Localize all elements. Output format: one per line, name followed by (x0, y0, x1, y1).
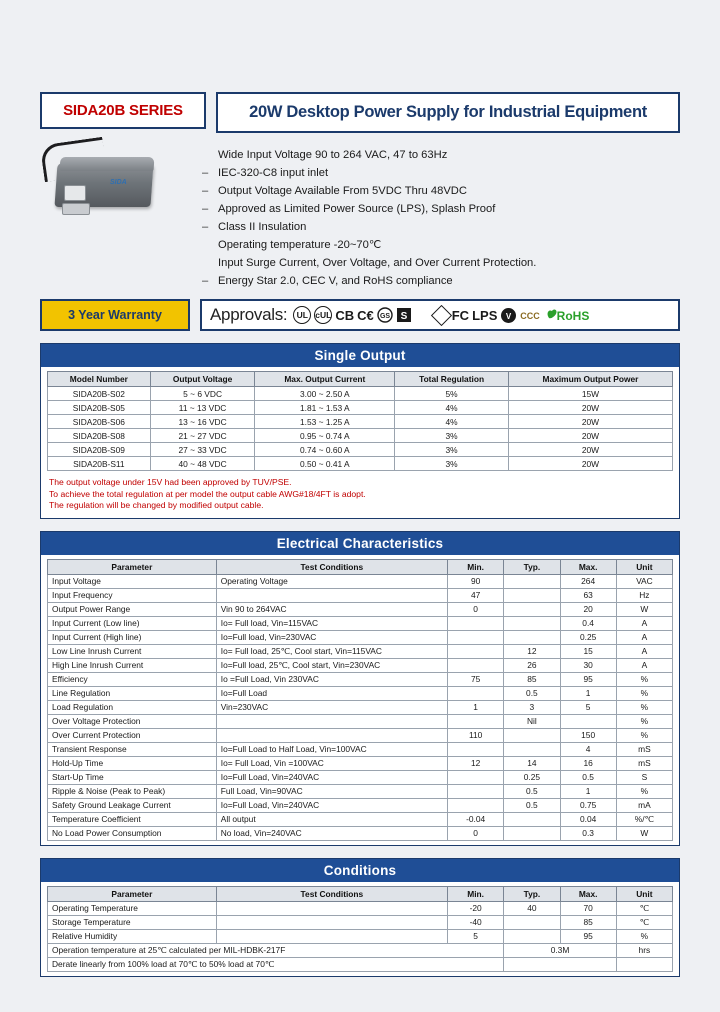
col-total-regulation: Total Regulation (395, 372, 509, 387)
svg-text:RoHS: RoHS (557, 309, 590, 323)
cell: 0.5 (504, 784, 560, 798)
cell: 95 (560, 672, 616, 686)
s-mark-icon (396, 307, 412, 323)
cell: Line Regulation (48, 686, 217, 700)
feature-dash: – (202, 203, 209, 215)
col-parameter: Parameter (48, 886, 217, 901)
feature-dash (202, 237, 218, 254)
feature-item (202, 273, 680, 290)
cell: -40 (448, 915, 504, 929)
table-row (48, 901, 673, 915)
table-row (48, 943, 673, 957)
col-typ: Typ. (504, 559, 560, 574)
cell: Io=Full load, 25℃, Cool start, Vin=230VAC (216, 658, 447, 672)
cell: Efficiency (48, 672, 217, 686)
cell: 0.25 (560, 630, 616, 644)
adapter-inlet-graphic (62, 203, 90, 215)
cell: VAC (616, 574, 672, 588)
cell: 0.74 ~ 0.60 A (255, 443, 395, 457)
cell: Vin 90 to 264VAC (216, 602, 447, 616)
col-max-output-power: Maximum Output Power (508, 372, 672, 387)
cell (504, 812, 560, 826)
cell: W (616, 602, 672, 616)
vde-mark-icon (500, 307, 517, 324)
table-row (48, 686, 673, 700)
cell (216, 588, 447, 602)
approval-marks (293, 306, 595, 324)
feature-text: Operating temperature -20~70℃ (218, 239, 382, 251)
cell (448, 658, 504, 672)
cell: Hz (616, 588, 672, 602)
feature-text: IEC-320-C8 input inlet (218, 167, 329, 179)
cell: Vin=230VAC (216, 700, 447, 714)
feature-text: Input Surge Current, Over Voltage, and Over Current Protection. (218, 257, 537, 269)
cell: 5 (560, 700, 616, 714)
col-parameter: Parameter (48, 559, 217, 574)
cell: 14 (504, 756, 560, 770)
cell (504, 588, 560, 602)
table-row (48, 742, 673, 756)
cell: 20W (508, 443, 672, 457)
cell: Input Frequency (48, 588, 217, 602)
title-box (216, 92, 680, 133)
table-row (48, 812, 673, 826)
table-row (48, 798, 673, 812)
cell (504, 630, 560, 644)
col-min: Min. (448, 559, 504, 574)
cell: 20 (560, 602, 616, 616)
col-max: Max. (560, 559, 616, 574)
cell: Low Line Inrush Current (48, 644, 217, 658)
gs-mark-icon (377, 307, 393, 323)
cell: Io=Full Load, Vin=240VAC (216, 770, 447, 784)
adapter-port-graphic (64, 185, 86, 201)
safety-triangle-icon (415, 308, 431, 322)
table-row (48, 728, 673, 742)
cell: No load, Vin=240VAC (216, 826, 447, 840)
svg-text:CCC: CCC (520, 311, 541, 321)
cell: Input Current (High line) (48, 630, 217, 644)
cell: Io=Full Load, Vin=240VAC (216, 798, 447, 812)
cell: SIDA20B-S02 (48, 387, 151, 401)
cell (448, 616, 504, 630)
table-header-row (48, 886, 673, 901)
feature-text: Wide Input Voltage 90 to 264 VAC, 47 to 63Hz (218, 149, 448, 161)
cell: Storage Temperature (48, 915, 217, 929)
cell: % (616, 728, 672, 742)
cell: 1.53 ~ 1.25 A (255, 415, 395, 429)
table-row (48, 616, 673, 630)
cell: 0.04 (560, 812, 616, 826)
cell: 90 (448, 574, 504, 588)
cell: SIDA20B-S05 (48, 401, 151, 415)
table-row (48, 574, 673, 588)
feature-item (202, 183, 680, 200)
ce-mark-icon: C€ (357, 307, 374, 323)
svg-text:S: S (400, 311, 408, 322)
cell: Relative Humidity (48, 929, 217, 943)
table-row (48, 602, 673, 616)
cell: SIDA20B-S11 (48, 457, 151, 471)
cell: -0.04 (448, 812, 504, 826)
conditions-block (40, 858, 680, 977)
feature-dash: – (202, 221, 209, 233)
cell: 5 (448, 929, 504, 943)
cell (504, 616, 560, 630)
cell: mS (616, 756, 672, 770)
note: To achieve the total regulation at per model the output cable AWG#18/4FT is adopt. (49, 488, 366, 499)
cell: Over Current Protection (48, 728, 217, 742)
feature-item (202, 237, 680, 254)
cell: % (616, 929, 672, 943)
cell: A (616, 644, 672, 658)
ccc-mark-icon (520, 308, 540, 322)
cell: Ripple & Noise (Peak to Peak) (48, 784, 217, 798)
cell (504, 915, 560, 929)
cell: 3% (395, 457, 509, 471)
table-row (48, 644, 673, 658)
cell: Io =Full Load, Vin 230VAC (216, 672, 447, 686)
cell (216, 915, 447, 929)
approvals-label: Approvals: (210, 305, 288, 324)
rohs-mark-icon (543, 306, 595, 324)
cell: Operation temperature at 25℃ calculated per MIL-HDBK-217F (48, 943, 504, 957)
adapter-top-graphic (60, 157, 155, 171)
approvals-box (200, 299, 680, 331)
cell: 150 (560, 728, 616, 742)
table-row (48, 630, 673, 644)
col-max: Max. (560, 886, 616, 901)
feature-dash: – (202, 275, 209, 287)
cell: -20 (448, 901, 504, 915)
cell (448, 770, 504, 784)
diamond-mark-icon (431, 304, 452, 325)
cell: % (616, 686, 672, 700)
cell: Transient Response (48, 742, 217, 756)
cell (616, 957, 672, 971)
cell (448, 742, 504, 756)
ul-mark-icon: UL (293, 306, 311, 324)
feature-dash (202, 147, 218, 164)
cell: 12 (448, 756, 504, 770)
cell: 3% (395, 429, 509, 443)
feature-text: Output Voltage Available From 5VDC Thru 48VDC (218, 185, 467, 197)
table-row (48, 784, 673, 798)
table-row (48, 658, 673, 672)
cell: ℃ (616, 901, 672, 915)
cell: 40 ~ 48 VDC (150, 457, 255, 471)
cell: Safety Ground Leakage Current (48, 798, 217, 812)
cell: 47 (448, 588, 504, 602)
cell: Input Current (Low line) (48, 616, 217, 630)
cell: 4% (395, 415, 509, 429)
table-row (48, 756, 673, 770)
product-image (40, 141, 202, 291)
cell: 0.95 ~ 0.74 A (255, 429, 395, 443)
cell: Io=Full Load (216, 686, 447, 700)
cell: 20W (508, 401, 672, 415)
cell (504, 602, 560, 616)
col-output-voltage: Output Voltage (150, 372, 255, 387)
cell: Io= Full load, 25℃, Cool start, Vin=115VAC (216, 644, 447, 658)
cell: A (616, 630, 672, 644)
cell: 20W (508, 457, 672, 471)
table-row (48, 957, 673, 971)
cell: Io= Full Load, Vin =100VAC (216, 756, 447, 770)
table-row (48, 457, 673, 471)
cell (216, 714, 447, 728)
cell: 5% (395, 387, 509, 401)
warranty-approvals-row (40, 299, 680, 331)
cell: 26 (504, 658, 560, 672)
cell: 0.75 (560, 798, 616, 812)
cell: 15W (508, 387, 672, 401)
table-row (48, 443, 673, 457)
cell: 1 (560, 784, 616, 798)
col-unit: Unit (616, 559, 672, 574)
table-row (48, 401, 673, 415)
feature-text: Approved as Limited Power Source (LPS), Splash Proof (218, 203, 496, 215)
cell: Start-Up Time (48, 770, 217, 784)
cell: 70 (560, 901, 616, 915)
col-unit: Unit (616, 886, 672, 901)
table-row (48, 700, 673, 714)
cell (560, 714, 616, 728)
series-box (40, 92, 206, 129)
cell (504, 826, 560, 840)
cell: 63 (560, 588, 616, 602)
feature-item (202, 147, 680, 164)
cell: SIDA20B-S06 (48, 415, 151, 429)
cell: Load Regulation (48, 700, 217, 714)
cell: 3.00 ~ 2.50 A (255, 387, 395, 401)
cell (504, 929, 560, 943)
cell: 27 ~ 33 VDC (150, 443, 255, 457)
table-row (48, 672, 673, 686)
cell: Nil (504, 714, 560, 728)
cell: 16 (560, 756, 616, 770)
cell: 4 (560, 742, 616, 756)
cell (216, 929, 447, 943)
cell: % (616, 672, 672, 686)
single-output-title: Single Output (41, 344, 679, 367)
cell: 0.25 (504, 770, 560, 784)
table-row (48, 826, 673, 840)
feature-item (202, 201, 680, 218)
cell: 30 (560, 658, 616, 672)
svg-text:GS: GS (379, 313, 390, 320)
cell (448, 798, 504, 812)
lps-mark-icon: LPS (472, 307, 498, 323)
cell: 20W (508, 415, 672, 429)
cell: Derate linearly from 100% load at 70℃ to 50% load at 70℃ (48, 957, 504, 971)
feature-text: Energy Star 2.0, CEC V, and RoHS compliance (218, 275, 453, 287)
cell: 0.5 (504, 798, 560, 812)
cell: Over Voltage Protection (48, 714, 217, 728)
cell: mS (616, 742, 672, 756)
cell: hrs (616, 943, 672, 957)
cell (216, 728, 447, 742)
cell: 1.81 ~ 1.53 A (255, 401, 395, 415)
feature-item (202, 165, 680, 182)
cell (448, 630, 504, 644)
cell: Operating Temperature (48, 901, 217, 915)
single-output-table (47, 371, 673, 471)
col-min: Min. (448, 886, 504, 901)
table-row (48, 588, 673, 602)
cell: Io=Full load, Vin=230VAC (216, 630, 447, 644)
cell (448, 714, 504, 728)
table-row (48, 915, 673, 929)
table-header-row (48, 559, 673, 574)
cell: ℃ (616, 915, 672, 929)
col-typ: Typ. (504, 886, 560, 901)
feature-dash: – (202, 167, 209, 179)
cell: 0 (448, 602, 504, 616)
cell: Io=Full Load to Half Load, Vin=100VAC (216, 742, 447, 756)
conditions-table (47, 886, 673, 972)
col-model-number: Model Number (48, 372, 151, 387)
cell (448, 784, 504, 798)
cell: All output (216, 812, 447, 826)
cell: 40 (504, 901, 560, 915)
cell (448, 644, 504, 658)
table-row (48, 429, 673, 443)
cell: 0.5 (504, 686, 560, 700)
series-title: SIDA20B SERIES (63, 102, 183, 119)
electrical-characteristics-block (40, 531, 680, 846)
electrical-title: Electrical Characteristics (41, 532, 679, 555)
cell: A (616, 658, 672, 672)
electrical-table (47, 559, 673, 841)
cell: A (616, 616, 672, 630)
datasheet-sheet (40, 92, 680, 977)
feature-item (202, 255, 680, 272)
cell: 0.3 (560, 826, 616, 840)
cell (504, 957, 617, 971)
cell (448, 686, 504, 700)
cell: Temperature Coefficient (48, 812, 217, 826)
cell: 110 (448, 728, 504, 742)
cell: 85 (560, 915, 616, 929)
cell: SIDA20B-S09 (48, 443, 151, 457)
cell: SIDA20B-S08 (48, 429, 151, 443)
cell: 13 ~ 16 VDC (150, 415, 255, 429)
cell: 5 ~ 6 VDC (150, 387, 255, 401)
cell: Output Power Range (48, 602, 217, 616)
cell: W (616, 826, 672, 840)
col-max-output-current: Max. Output Current (255, 372, 395, 387)
cell: 12 (504, 644, 560, 658)
cell: Io= Full load, Vin=115VAC (216, 616, 447, 630)
feature-text: Class II Insulation (218, 221, 307, 233)
warranty-badge (40, 299, 190, 331)
cell: Full Load, Vin=90VAC (216, 784, 447, 798)
cell: Hold-Up Time (48, 756, 217, 770)
cell: % (616, 714, 672, 728)
cell: 3% (395, 443, 509, 457)
feature-list (202, 141, 680, 291)
cell: 0.50 ~ 0.41 A (255, 457, 395, 471)
table-row (48, 929, 673, 943)
warranty-label: 3 Year Warranty (68, 308, 162, 322)
cell: 85 (504, 672, 560, 686)
cell: Operating Voltage (216, 574, 447, 588)
cell: Input Voltage (48, 574, 217, 588)
svg-text:V: V (506, 311, 512, 321)
table-row (48, 415, 673, 429)
cell: 4% (395, 401, 509, 415)
cell: 11 ~ 13 VDC (150, 401, 255, 415)
page-title: 20W Desktop Power Supply for Industrial Equipment (249, 103, 647, 121)
cell (504, 728, 560, 742)
cell: S (616, 770, 672, 784)
cell: 15 (560, 644, 616, 658)
cell: 20W (508, 429, 672, 443)
cell: 0.4 (560, 616, 616, 630)
single-output-notes (41, 475, 679, 518)
table-header-row (48, 372, 673, 387)
feature-item (202, 219, 680, 236)
c-ul-mark-icon: cUL (314, 306, 332, 324)
cell (504, 742, 560, 756)
note: The regulation will be changed by modified output cable. (49, 500, 264, 510)
cell: 3 (504, 700, 560, 714)
single-output-block (40, 343, 680, 519)
table-row (48, 714, 673, 728)
cell: 1 (448, 700, 504, 714)
col-test-conditions: Test Conditions (216, 559, 447, 574)
note: The output voltage under 15V had been approved by TUV/PSE. (49, 477, 292, 487)
cell: 0 (448, 826, 504, 840)
cell: % (616, 784, 672, 798)
cell: 0.3M (504, 943, 617, 957)
cb-mark-icon: CB (335, 307, 355, 323)
cell: 95 (560, 929, 616, 943)
cell (504, 574, 560, 588)
cell: 1 (560, 686, 616, 700)
cell: High Line Inrush Current (48, 658, 217, 672)
fcc-mark-icon: FC (451, 307, 470, 323)
cell (216, 901, 447, 915)
header (40, 92, 680, 133)
cell: 75 (448, 672, 504, 686)
product-and-features (40, 141, 680, 291)
cell: No Load Power Consumption (48, 826, 217, 840)
cell: %/℃ (616, 812, 672, 826)
cell: 264 (560, 574, 616, 588)
cell: 0.5 (560, 770, 616, 784)
table-row (48, 387, 673, 401)
cell: mA (616, 798, 672, 812)
adapter-logo-text: SIDA (110, 179, 127, 186)
cell: 21 ~ 27 VDC (150, 429, 255, 443)
conditions-title: Conditions (41, 859, 679, 882)
feature-dash: – (202, 185, 209, 197)
cell: % (616, 700, 672, 714)
feature-dash (202, 255, 218, 272)
table-row (48, 770, 673, 784)
col-test-conditions: Test Conditions (216, 886, 447, 901)
